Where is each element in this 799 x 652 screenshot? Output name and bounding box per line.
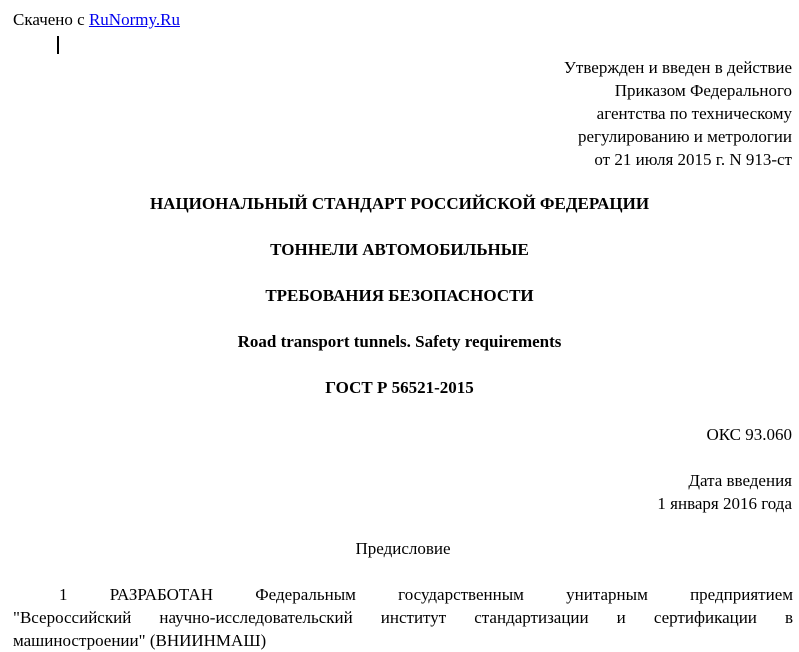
oks-code: ОКС 93.060 [706,425,792,444]
runormy-link[interactable]: RuNormy.Ru [88,10,180,29]
approval-line-5: от 21 июля 2015 г. N 913-ст [594,150,792,169]
approval-line-2: Приказом Федерального [614,81,792,100]
approval-block [564,56,792,171]
foreword-line-3: машиностроении" (ВНИИНМАШ) [13,631,267,650]
national-standard-title: НАЦИОНАЛЬНЫЙ СТАНДАРТ РОССИЙСКОЙ ФЕДЕРАЦИИ [149,194,650,213]
foreword-paragraph [13,583,793,652]
source-line [13,9,180,31]
english-title: Road transport tunnels. Safety requirements [237,332,562,351]
gost-number: ГОСТ Р 56521-2015 [325,378,474,397]
requirements-title: ТРЕБОВАНИЯ БЕЗОПАСНОСТИ [265,286,534,305]
foreword-line-2: "Всероссийский научно-исследовательский институт стандартизации и сертификации в [13,608,793,627]
approval-line-4: регулированию и метрологии [577,127,792,146]
text-cursor [57,36,59,54]
foreword-heading: Предисловие [355,539,451,558]
foreword-line-1: 1 РАЗРАБОТАН Федеральным государственным унитарным предприятием [59,585,793,604]
approval-line-3: агентства по техническому [596,104,792,123]
introduction-date-value: 1 января 2016 года [657,494,792,513]
introduction-date-label: Дата введения [688,471,792,490]
subject-title: ТОННЕЛИ АВТОМОБИЛЬНЫЕ [270,240,529,259]
approval-line-1: Утвержден и введен в действие [563,58,792,77]
source-prefix: Скачено с [13,10,89,29]
